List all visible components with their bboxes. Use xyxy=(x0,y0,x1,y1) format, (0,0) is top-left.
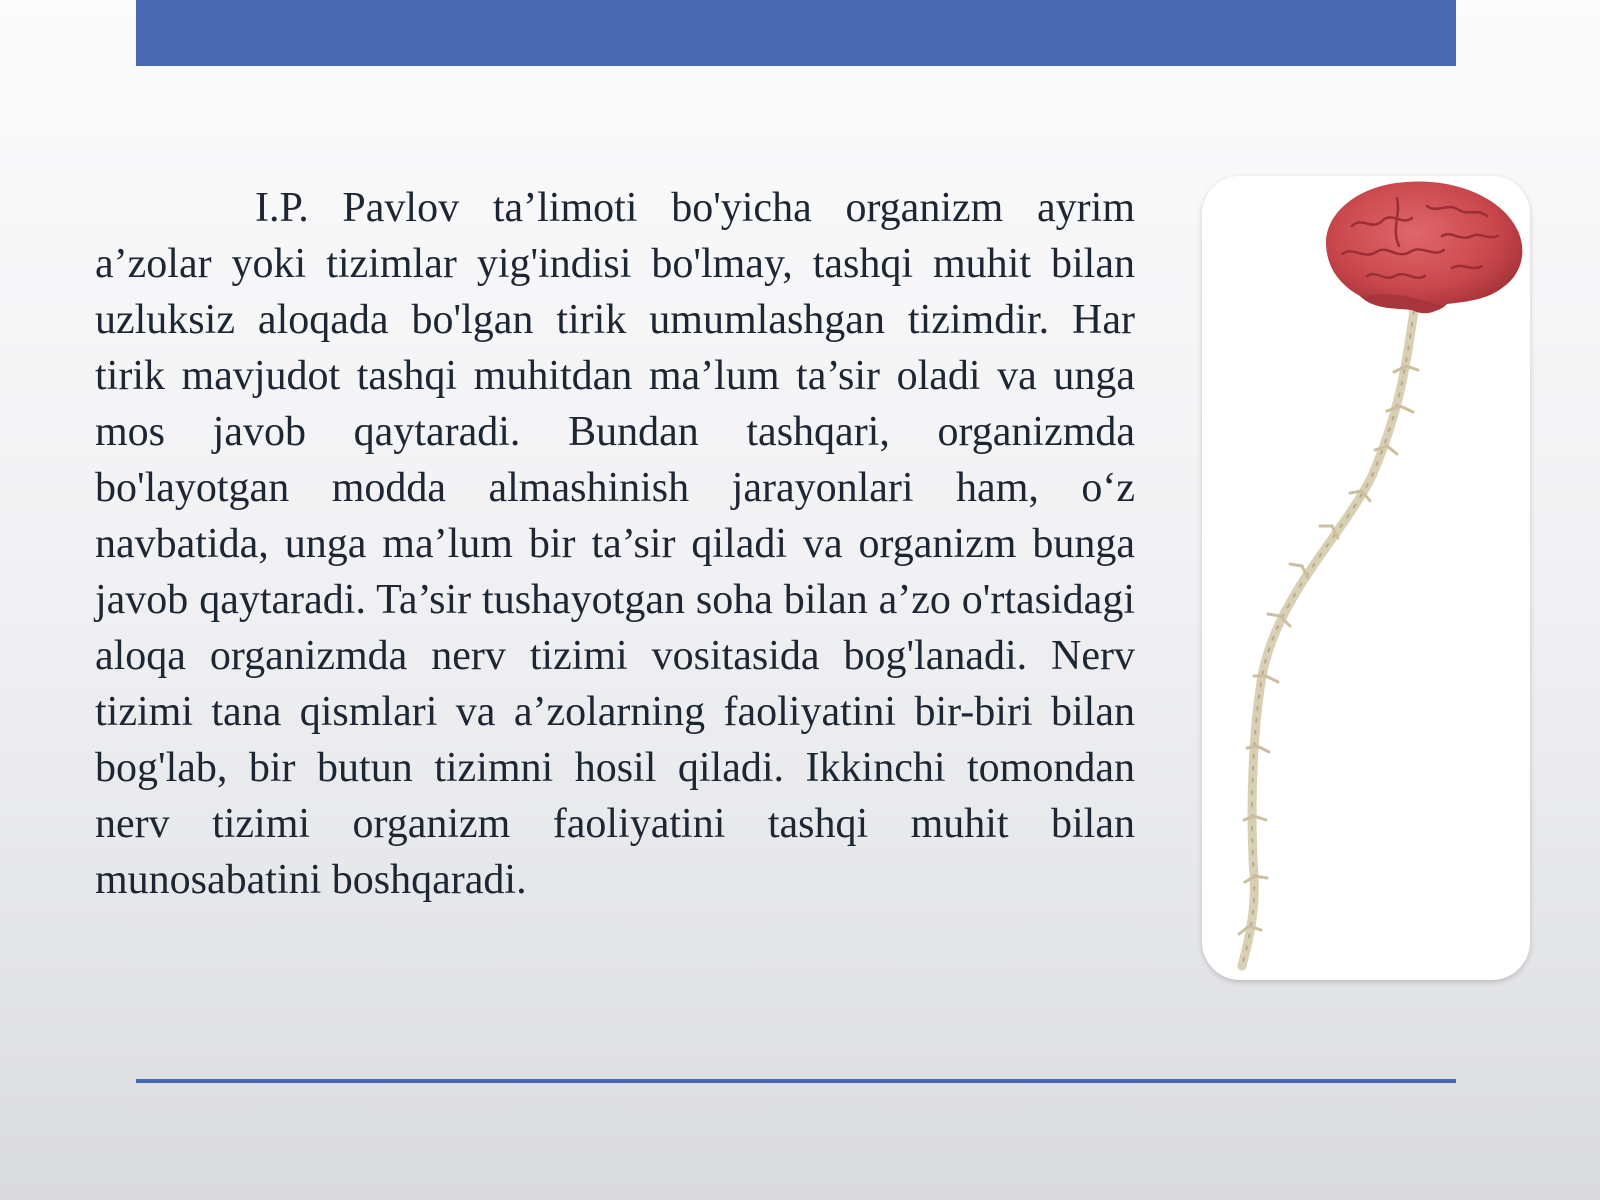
brain-spinal-cord-icon xyxy=(1202,176,1530,980)
body-paragraph: I.P. Pavlov ta’limoti bo'yicha organizm ayrim a’zolar yoki tizimlar yig'indisi bo'lmay, tashqi muhit bilan uzluksiz aloqada bo'lgan tirik umumlashgan tizimdir. Har tirik mavjudot tashqi muhitdan ma’lum ta’sir oladi va unga mos javob qaytaradi. Bundan tashqari, organizmda bo'layotgan modda almashinish jarayonlari ham, o‘z navbatida, unga ma’lum bir ta’sir qiladi va organizm bunga javob qaytaradi. Ta’sir tushayotgan soha bilan a’zo o'rtasidagi aloqa organizmda nerv tizimi vositasida bog'lanadi. Nerv tizimi tana qismlari va a’zolarning faoliyatini bir-biri bilan bog'lab, bir butun tizimni hosil qiladi. Ikkinchi tomondan nerv tizimi organizm faoliyatini tashqi muhit bilan munosabatini boshqaradi. xyxy=(95,185,1135,903)
footer-accent-line xyxy=(136,1079,1456,1083)
header-accent-bar xyxy=(136,0,1456,66)
brain-shape xyxy=(1326,181,1522,313)
illustration-card xyxy=(1202,176,1530,980)
